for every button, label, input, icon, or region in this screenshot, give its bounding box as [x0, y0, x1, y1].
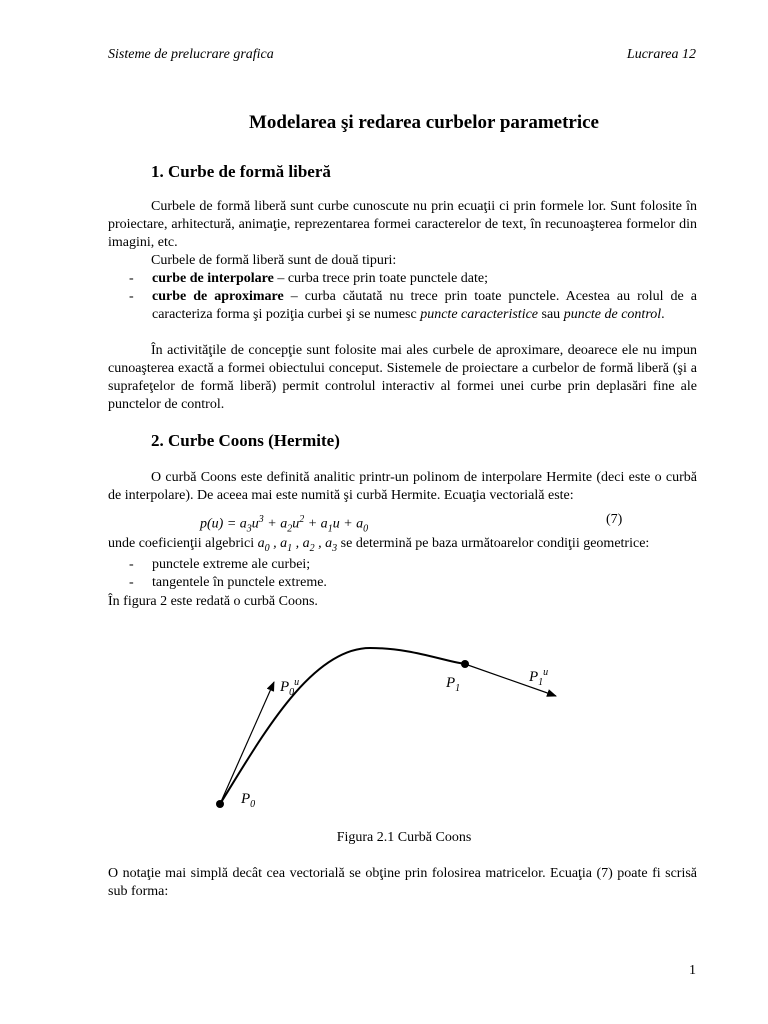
section1-para2-text: Curbele de formă liberă sunt de două tipuri: [151, 253, 397, 268]
figure-reference-text: În figura 2 este redată o curbă Coons. [108, 594, 318, 609]
section1-para3 [108, 342, 697, 414]
conditions-list [108, 556, 697, 592]
section1-para1 [108, 198, 697, 270]
label-p1: $P_1$ [446, 675, 461, 694]
list-item-term: curbe de interpolare [152, 271, 274, 286]
page-title: Modelarea şi redarea curbelor parametrice [249, 112, 599, 133]
list-dash: - [129, 557, 134, 572]
coefficients-line [108, 535, 697, 558]
italic-term: puncte caracteristice [420, 307, 539, 322]
list-item-term: curbe de aproximare [152, 289, 284, 304]
section1-para3-text: În activităţile de concepţie sunt folosite mai ales curbele de aproximare, deoarece ele nu impun cunoaşterea exactă a formei obiectului conceput. Sistemele de proiectare a curbelor de formă liberă (şi a suprafeţelor de formă liberă) permit controlul interactiv al formei unei curbe prin deplasări fine ale punctelor de control. [108, 343, 697, 412]
point-p1 [461, 660, 469, 668]
label-p0: $P_0$ [241, 791, 256, 810]
page-number: 1 [689, 963, 696, 978]
coef-suffix: se determină pe baza următoarelor condiţii geometrice: [337, 536, 650, 551]
running-header-lab: Lucrarea 12 [626, 47, 696, 62]
section2-heading: 2. Curbe Coons (Hermite) [151, 431, 340, 450]
curve-types-list [108, 270, 697, 324]
point-p0 [216, 800, 224, 808]
figure-caption: Figura 2.1 Curbă Coons [336, 830, 472, 845]
list-dash: - [129, 575, 134, 590]
closing-text: O notaţie mai simplă decât cea vectorială se obţine prin folosirea matricelor. Ecuaţia (7) poate fi scrisă sub forma: [108, 866, 697, 899]
list-item [108, 288, 697, 324]
closing-para [108, 865, 697, 901]
section2-para1 [108, 469, 697, 505]
label-p0u: $P_0^u$ [280, 677, 300, 698]
list-item [108, 556, 697, 574]
list-item-desc: sau [538, 307, 564, 322]
list-item-desc: – curba căutată nu trece prin toate punctele. Acestea au rolul de a caracteriza forma şi poziţia curbei şi se numesc [152, 289, 697, 322]
list-dash: - [129, 289, 134, 304]
list-item-desc: tangentele în punctele extreme. [152, 575, 327, 590]
coef-prefix: unde coeficienţii algebrici [108, 536, 258, 551]
list-item-desc: – curba trece prin toate punctele date; [273, 271, 489, 286]
label-p1u: $P_1^u$ [529, 667, 549, 688]
list-item-desc: . [661, 307, 665, 322]
coefficient-symbols: $a_0$ , $a_1$ , $a_2$ , $a_3$ [257, 536, 338, 554]
section1-heading: 1. Curbe de formă liberă [151, 162, 331, 181]
italic-term: puncte de control [563, 307, 662, 322]
tangent-p0-arrow [220, 682, 274, 804]
coons-curve-figure [180, 630, 600, 820]
hermite-equation: $p(u) = a_3u^3 + a_2u^2 + a_1u + a_0$ [200, 514, 369, 535]
equation-number: (7) [606, 512, 623, 527]
curve-path [220, 648, 465, 804]
section1-para1-text: Curbele de formă liberă sunt curbe cunoscute nu prin ecuaţii ci prin formele lor. Sunt folosite în proiectare, arhitectură, animaţie, reprezentarea formei caracterelor de text, în recunoaşterea formelor din imagini, etc. [108, 199, 697, 250]
list-item-desc: punctele extreme ale curbei; [152, 557, 311, 572]
list-item [108, 270, 697, 288]
section2-para1-text: O curbă Coons este definită analitic printr-un polinom de interpolare Hermite (deci este o curbă de interpolare). De aceea mai este numită şi curbă Hermite. Ecuaţia vectorială este: [108, 470, 697, 503]
list-item [108, 574, 697, 592]
running-header-course: Sisteme de prelucrare grafica [108, 47, 274, 62]
figure-reference [108, 593, 697, 611]
list-dash: - [129, 271, 134, 286]
